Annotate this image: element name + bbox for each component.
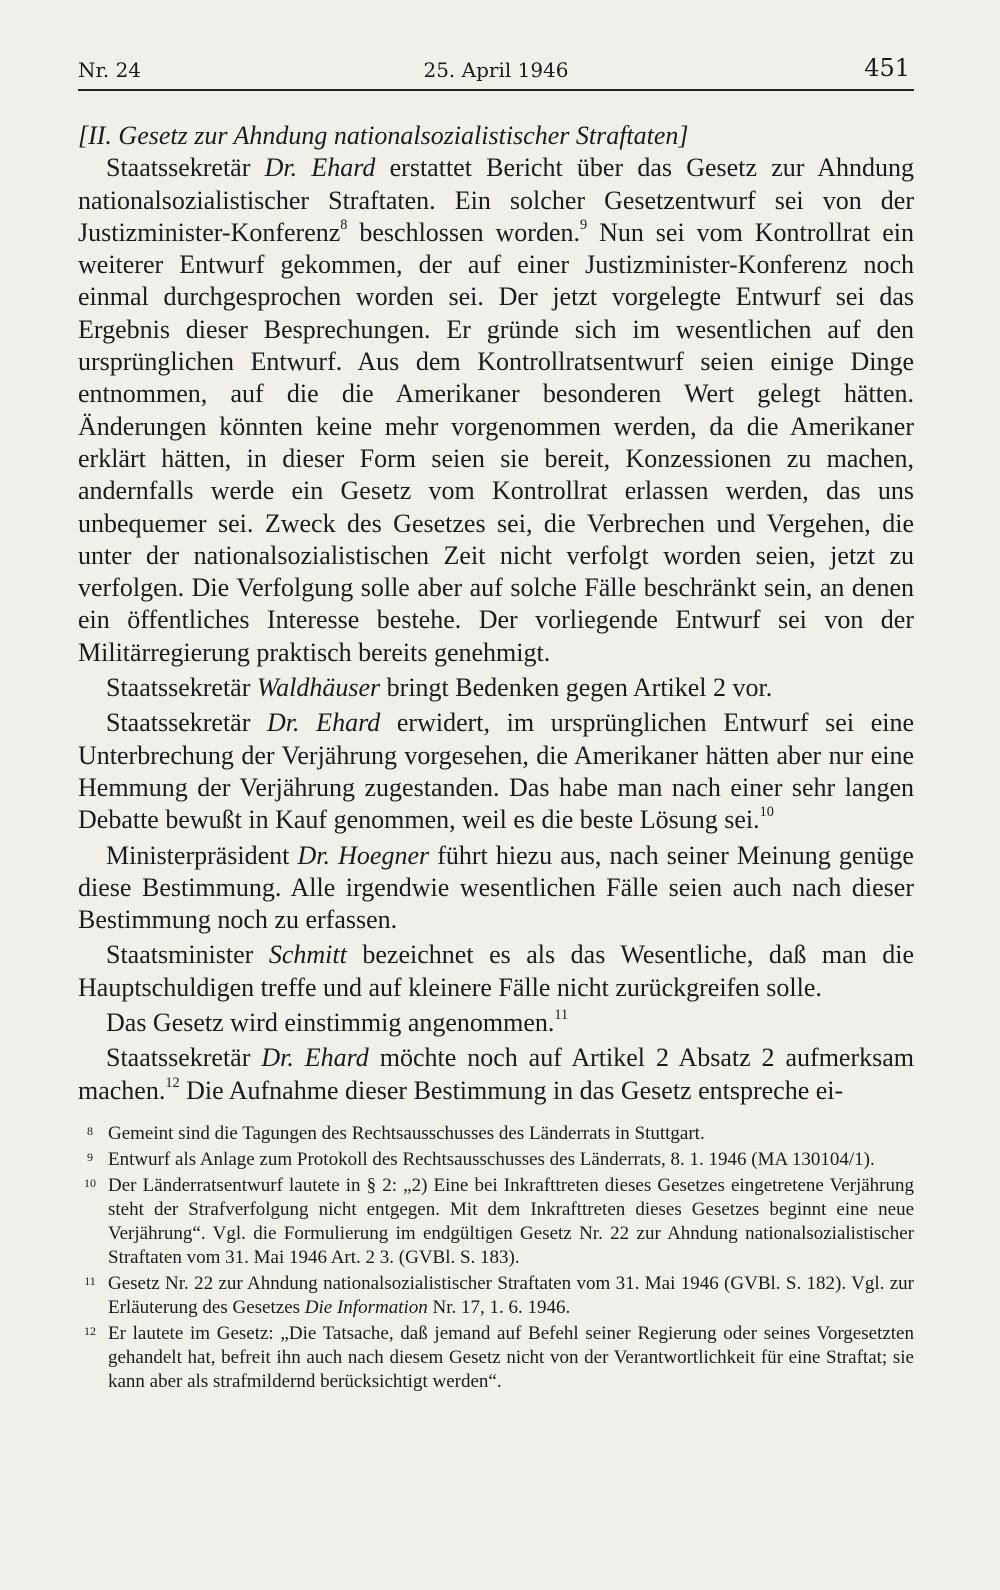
header-date: 25. April 1946 [423, 58, 569, 82]
speaker-name: Dr. Hoegner [297, 840, 430, 870]
main-text [78, 120, 914, 1110]
footnote-ref-8[interactable]: 8 [340, 216, 348, 233]
footnote-ref-12[interactable]: 12 [165, 1074, 180, 1091]
paragraph-waldhaeuser: Staatssekretär Waldhäuser bringt Bedenken gegen Artikel 2 vor. [106, 673, 773, 703]
speaker-name: Waldhäuser [256, 673, 381, 703]
paragraph-vote: Das Gesetz wird einstimmig angenommen.$^{11}$ [106, 1006, 569, 1038]
footnote-11: 11 Gesetz Nr. 22 zur Ahndung nationalsozialistischer Straftaten vom 31. Mai 1946 (GVBl. S. 182). Vgl. zur Erläuterung des Gesetzes Die Information Nr. 17, 1. 6. 1946. [84, 1273, 914, 1318]
footnote-ref-9[interactable]: 9 [580, 216, 588, 233]
section-heading: [II. Gesetz zur Ahndung nationalsozialistischer Straftaten] [78, 121, 689, 150]
footnote-10: 10 Der Länderratsentwurf lautete in § 2: „2) Eine bei Inkrafttreten dieses Gesetzes eingetretene Verjährung steht der Strafverfolgung nicht entgegen. Mit dem Inkrafttreten dieses Gesetzes beginnt eine neue Verjährung“. Vgl. die Formulierung im endgültigen Gesetz Nr. 22 zur Ahndung nationalsozialistischer Straftaten vom 31. Mai 1946 Art. 2 3. (GVBl. S. 183). [84, 1175, 914, 1268]
paragraph-schmitt: Staatsminister Schmitt bezeichnet es als das Wesentliche, daß man die Hauptschuldigen treffe und auf kleinere Fälle nicht zurückgreifen solle. [78, 940, 914, 1002]
paragraph-ehard-article: Staatssekretär Dr. Ehard möchte noch auf Artikel 2 Absatz 2 aufmerksam machen.$^{12}$ Die Aufnahme dieser Bestimmung in das Gesetz entspreche ei- [78, 1043, 914, 1105]
paragraph-hoegner: Ministerpräsident Dr. Hoegner führt hiezu aus, nach seiner Meinung genüge diese Bestimmung. Alle irgendwie wesentlichen Fälle seien auch nach dieser Bestimmung noch zu erfassen. [78, 840, 914, 935]
paragraph-ehard-reply: Staatssekretär Dr. Ehard erwidert, im ursprünglichen Entwurf sei eine Unterbrechung der Verjährung vorgesehen, die Amerikaner hätten aber nur eine Hemmung der Verjährung zugestanden. Das habe man nach einer sehr langen Debatte bewußt in Kauf genommen, weil es die beste Lösung sei.$^{10}$ [78, 708, 914, 835]
footnote-8: 8 Gemeint sind die Tagungen des Rechtsausschusses des Länderrats in Stuttgart. [87, 1123, 705, 1144]
speaker-name: Dr. Ehard [267, 708, 381, 738]
footnote-12: 12 Er lautete im Gesetz: „Die Tatsache, daß jemand auf Befehl seiner Regierung oder seines Vorgesetzten gehandelt hat, befreit ihn auch nach diesem Gesetz nicht von der Verantwortlichkeit für eine Straftat; sie kann aber als strafmildernd berücksichtigt werden“. [84, 1323, 914, 1392]
speaker-name: Dr. Ehard [264, 153, 376, 183]
footnote-9: 9 Entwurf als Anlage zum Protokoll des Rechtsausschusses des Länderrats, 8. 1. 1946 (MA 130104/1). [87, 1149, 875, 1170]
running-header [78, 50, 914, 88]
speaker-name: Schmitt [268, 940, 347, 970]
footnotes [78, 1122, 914, 1396]
footnote-ref-11[interactable]: 11 [554, 1006, 569, 1023]
issue-number: Nr. 24 [78, 58, 142, 82]
footnote-ref-10[interactable]: 10 [759, 804, 774, 821]
publication-title: Die Information [304, 1297, 428, 1318]
paragraph-ehard-report: Staatssekretär Dr. Ehard erstattet Bericht über das Gesetz zur Ahndung nationalsozialistischer Straftaten. Ein solcher Gesetzentwurf sei von der Justizminister-Konferenz$^8$ beschlossen worden.$^9$ Nun sei vom Kontrollrat ein weiterer Entwurf gekommen, der auf einer Justizminister-Konferenz noch einmal durchgesprochen worden sei. Der jetzt vorgelegte Entwurf sei das Ergebnis dieser Besprechungen. Er gründe sich im wesentlichen auf den ursprünglichen Entwurf. Aus dem Kontrollratsentwurf seien einige Dinge entnommen, auf die die Amerikaner besonderen Wert gelegt hätten. Änderungen könnten keine mehr vorgenommen werden, da die Amerikaner erklärt hätten, in dieser Form seien sie bereit, Konzessionen zu machen, andernfalls werde ein Gesetz vom Kontrollrat erlassen werden, das uns unbequemer sei. Zweck des Gesetzes sei, die Verbrechen und Vergehen, die unter der nationalsozialistischen Zeit nicht verfolgt worden seien, jetzt zu verfolgen. Die Verfolgung solle aber auf solche Fälle beschränkt sein, an denen ein öffentliches Interesse bestehe. Der vorliegende Entwurf sei von der Militärregierung praktisch bereits genehmigt. [78, 153, 914, 667]
speaker-name: Dr. Ehard [261, 1043, 369, 1073]
header-rule [78, 89, 914, 91]
page-number: 451 [864, 54, 910, 82]
